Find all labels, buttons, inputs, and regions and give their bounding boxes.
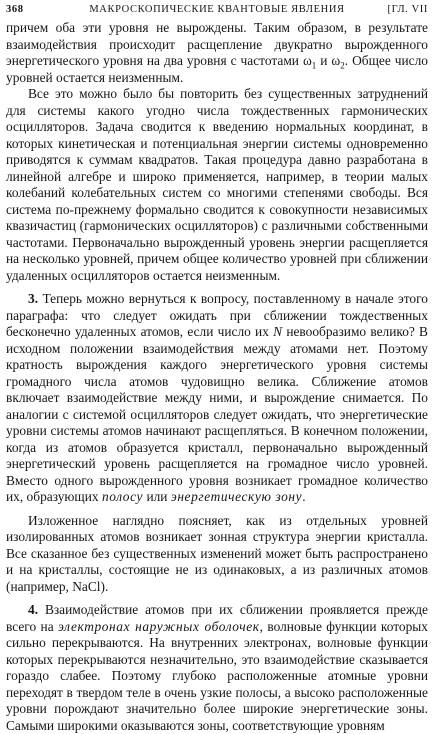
page-number: 368: [6, 4, 24, 15]
paragraph-section-3: [6, 291, 428, 506]
section-number: 4.: [28, 602, 39, 617]
term-band: полосу: [101, 489, 144, 504]
paragraph-text: . Общее число уровней остается неизменным.: [6, 53, 428, 85]
paragraph-text: Взаимодействие атомов при их сближении проявляется прежде всего на: [6, 602, 428, 634]
paragraph-oscillators: Все это можно было бы повторить без существенных затруднений для системы какого угодно числа тождественных гармонических осцилляторов. Задача сводится к введению нормальных координат, в которых кинетическая и потенциальная энергии системы одновременно приводятся к суммам квадратов. Такая процедура давно разработана в линейной алгебре и широко применяется, например, в теории малых колебаний колебательных систем со многими степенями свободы. Вся система по-прежнему формально сводится к совокупности независимых квазичастиц (гармонических осцилляторов) с различными собственными частотами. Первоначально вырожденный уровень энергии расщепляется на несколько уровней, причем общее количество уровней при сближении удаленных осцилляторов остается неизменным.: [6, 86, 428, 283]
paragraph-text: невообразимо велико? В исходном положении взаимодействия между атомами нет. Поэтому кратность вырождения каждого энергетического уровня системы громадного числа атомов чудовищно велика. Сближение атомов включает взаимодействие между ними, и вырождение снимается. По аналогии с системой осцилляторов следует ожидать, что энергетические уровни системы атомов начинают расщепляться. В конечном положении, когда из атомов образуется кристалл, первоначально вырожденный энергетический уровень расщепляется на громадное число уровней. Вместо одного вырожденного уровня возникает громадное количество их, образующих: [6, 324, 428, 504]
term-energy-zone: энергетическую зону: [170, 489, 303, 504]
paragraph-continuation: [6, 20, 428, 86]
paragraph-text: причем оба эти уровня не вырождены. Таким образом, в результате взаимодействия происходит расщепление двукратно вырожденного энергетического уровня на два уровня с частотами ω: [6, 20, 428, 68]
paragraph-text: и ω: [316, 53, 341, 68]
running-header: [6, 2, 428, 20]
term-outer-electrons: электронах наружных оболочек: [58, 618, 260, 634]
paragraph-text: .: [302, 489, 306, 504]
subscript: 2: [340, 60, 345, 71]
paragraph-band-structure: Изложенное наглядно поясняет, как из отдельных уровней изолированных атомов возникает зонная структура энергии кристалла. Все сказанное без существенных изменений может быть распространено и на кристаллы, состоящие не из одинаковых, а из различных атомов (например, NaCl).: [6, 512, 428, 594]
paragraph-text: или: [143, 489, 171, 504]
paragraph-text: , волновые функции которых сильно перекрываются. На внутренних электронах, волновые функции которых перекрываются незначительно, это взаимодействие сказывается гораздо слабее. Поэтому глубоко расположенные атомные уровни переходят в твердом теле в очень узкие полосы, а высоко расположенные уровни порождают значительно более широкие энергетические зоны. Самыми широкими оказываются зоны, соответствующие уровням: [6, 618, 428, 733]
subscript: 1: [311, 60, 317, 71]
paragraph-section-4: [6, 602, 428, 734]
running-title: МАКРОСКОПИЧЕСКИЕ КВАНТОВЫЕ ЯВЛЕНИЯ: [89, 4, 345, 15]
section-number: 3.: [28, 291, 39, 306]
paragraph-text: Теперь можно вернуться к вопросу, поставленному в начале этого параграфа: что следует ожидать при сближении тождественных бесконечно удаленных атомов, если число их: [6, 291, 428, 339]
chapter-marker: [ГЛ. VII: [387, 4, 428, 15]
variable-n: N: [273, 324, 283, 339]
